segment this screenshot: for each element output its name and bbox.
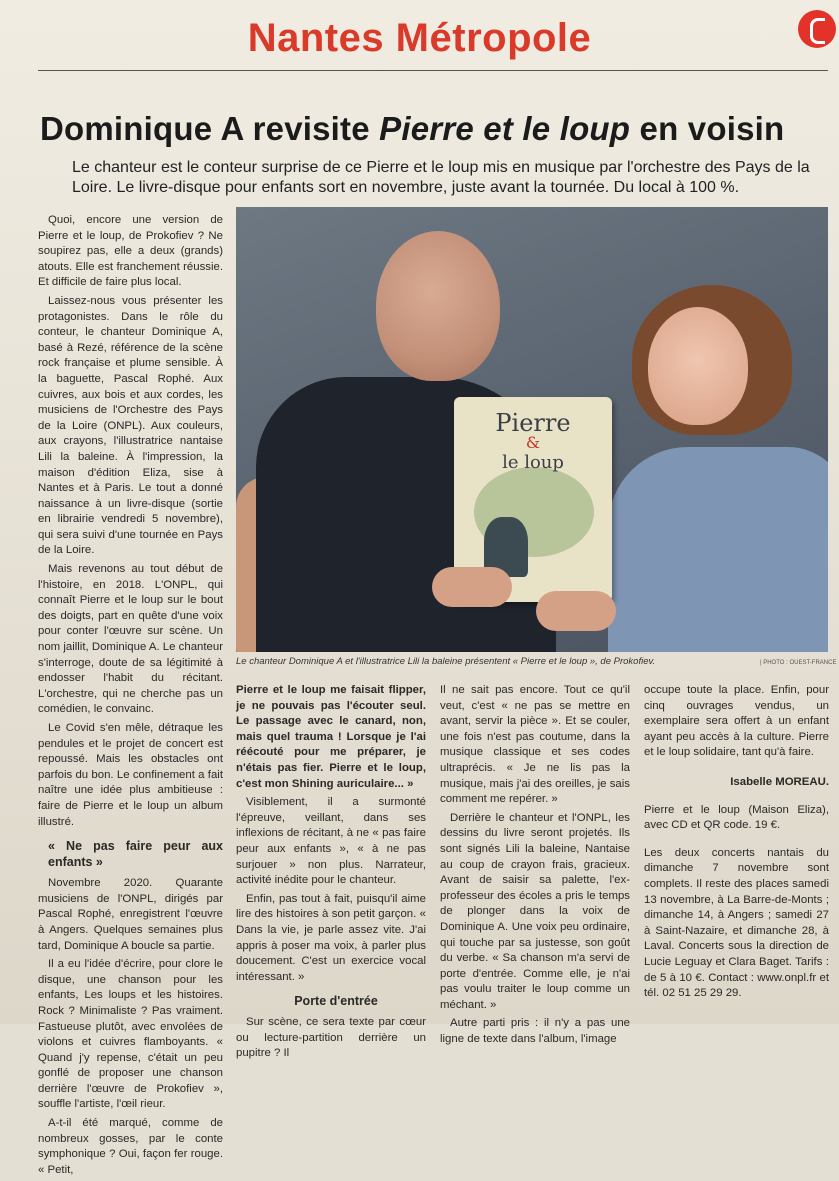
- headline-italic: Pierre et le loup: [379, 110, 631, 147]
- section-divider: [38, 70, 828, 71]
- column-3: [440, 683, 630, 1051]
- book-title-line-2: le loup: [502, 452, 564, 473]
- book-title: [454, 411, 612, 475]
- concert-info: Les deux concerts nantais du dimanche 7 novembre sont complets. Il reste des places samedi 13 novembre, à La Barre-de-Monts ; dimanche 14, à Angers ; samedi 27 à Saint-Nazaire, et dimanche 28, à Laval. Concerts sous la direction de Lucie Leguay et Clara Baget. Tarifs : de 5 à 10 €. Contact : www.onpl.fr et tél. 02 51 25 29 29.: [644, 846, 829, 1000]
- woman-body: [608, 447, 828, 652]
- subheading: Porte d'entrée: [294, 994, 378, 1009]
- hand: [432, 567, 512, 607]
- column-1: [38, 213, 223, 1181]
- paragraph: Le Covid s'en mêle, détraque les pendules et le projet de concert est repoussé. Mais les obstacles ont parfois du bon. Le confinement a fait naître une idée plus ambitieuse : faire de Pierre et le loup un album illustré.: [38, 722, 223, 828]
- author-signature: Isabelle MOREAU.: [730, 775, 829, 788]
- photo-caption: Le chanteur Dominique A et l'illustratrice Lili la baleine présentent « Pierre et le loup », de Prokofiev.: [236, 656, 656, 667]
- paragraph: Quoi, encore une version de Pierre et le loup, de Prokofiev ? Ne soupirez pas, elle a deux (grands) atouts. Elle est franchement réussie. Et difficile de faire plus local.: [38, 214, 223, 289]
- headline-part-1: Dominique A revisite: [40, 110, 380, 147]
- paragraph: Sur scène, ce sera texte par cœur ou lecture-partition derrière un pupitre ? Il: [236, 1016, 426, 1060]
- paragraph: A-t-il été marqué, comme de nombreux gosses, par le conte symphonique ? Oui, façon fer rouge. « Petit,: [38, 1117, 223, 1176]
- paragraph: Mais revenons au tout début de l'histoire, en 2018. L'ONPL, qui connaît Pierre et le loup sur le bout des doigts, part en quête d'une voix pour conter l'œuvre sur scène. Un nom jaillit, Dominique A. Le chanteur s'interroge, doute de sa légitimité à endosser l'habit du récitant. L'orchestre, qui ne cherche pas un comédien, le convainc.: [38, 563, 223, 716]
- paragraph: Laissez-nous vous présenter les protagonistes. Dans le rôle du conteur, le chanteur Dominique A, basé à Rezé, référence de la scène rock française et plume sensible. À la baguette, Pascal Rophé. Aux cuivres, aux bois et aux cordes, les musiciens de l'Orchestre des Pays de la Loire (ONPL). Aux couleurs, aux crayons, l'illustratrice nantaise Lili la baleine. À l'impression, la maison d'édition Eliza, sise à Nantes et à Paris. Le tout a donné naissance à un livre-disque (sortie en librairie vendredi 5 novembre), qui sera suivi d'une tournée en Pays de la Loire.: [38, 294, 223, 557]
- column-4: [644, 683, 829, 1005]
- section-title: Nantes Métropole: [247, 16, 592, 60]
- article-photo: [236, 207, 828, 652]
- article-headline: [40, 110, 830, 148]
- article-lead: Le chanteur est le conteur surprise de ce Pierre et le loup mis en musique par l'orchestre des Pays de la Loire. Le livre-disque pour enfants sort en novembre, juste avant la tournée. Du local à 100 %.: [72, 159, 810, 196]
- book-title-line-1: Pierre: [495, 409, 571, 437]
- photo-credit: | PHOTO : OUEST-FRANCE: [760, 660, 837, 666]
- paragraph: Autre parti pris : il n'y a pas une ligne de texte dans l'album, l'image: [440, 1017, 630, 1046]
- paragraph: Il ne sait pas encore. Tout ce qu'il veut, c'est « ne pas se mettre en avant, servir la pièce ». Et se couler, une fois n'est pas coutume, dans la musique classique et ses codes ultraprécis. « Je ne lis pas la musique, mais j'ai des oreilles, je sais comment me repérer. »: [440, 684, 630, 806]
- book-info: Pierre et le loup (Maison Eliza), avec CD et QR code. 19 €.: [644, 803, 829, 832]
- headline-part-2: en voisin: [630, 110, 785, 147]
- hand: [536, 591, 616, 631]
- paragraph: Enfin, pas tout à fait, puisqu'il aime lire des histoires à son petit garçon. « Dans la vie, je parle assez vite. J'ai appris à poser ma voix, à parler plus doucement. C'est un exercice vocal intéressant. »: [236, 892, 426, 983]
- woman-face: [648, 307, 748, 425]
- paragraph: Pierre et le loup me faisait flipper, je ne pouvais pas l'écouter seul. Le passage avec le canard, non, mais quel trauma ! Lorsque je l'ai réécouté pour me préparer, je n'étais pas fier. Pierre et le loup, c'est mon Shining auriculaire... »: [236, 684, 426, 790]
- column-2: [236, 683, 426, 1065]
- man-head: [376, 231, 500, 381]
- paragraph: Derrière le chanteur et l'ONPL, les dessins du livre seront projetés. Ils sont signés Lili la baleine, Nantaise au coup de crayon frais, gracieux. Avant de saisir sa palette, l'ex-professeur des écoles a pris le temps de plonger dans la voix de Dominique A. Une voix peu ordinaire, qui touche par sa justesse, son goût du verbe. « Sa chanson m'a servi de porte d'entrée. Comme elle, je n'ai pas voulu traiter le loup comme un méchant. »: [440, 811, 630, 1011]
- paragraph: Novembre 2020. Quarante musiciens de l'ONPL, dirigés par Pascal Rophé, enregistrent l'œuvre à Angers. Quelques semaines plus tard, Dominique A boucle sa partie.: [38, 877, 223, 952]
- subheading: « Ne pas faire peur aux enfants »: [48, 839, 223, 870]
- paragraph: Visiblement, il a surmonté l'épreuve, veillant, dans ses inflexions de récitant, à ne « pas faire peur aux enfants », « à ne pas surjouer » non plus. Narrateur, activité inédite pour le chanteur.: [236, 796, 426, 887]
- paragraph: occupe toute la place. Enfin, pour cinq ouvrages vendus, un exemplaire sera offert à un enfant ayant peu accès à la culture. Pierre et le loup solidaire, tant qu'à faire.: [644, 684, 829, 759]
- book-title-amp: &: [525, 433, 541, 452]
- paragraph: Il a eu l'idée d'écrire, pour clore le disque, une chanson pour les enfants, Les loups et les histoires. Rock ? Minimaliste ? Pas vraiment. Fastueuse plutôt, avec envolées de violons et cuivres flamboyants. « Quand j'y repense, c'était un peu gonflé de proposer une chanson derrière l'œuvre de Prokofiev », souffle l'artiste, l'œil rieur.: [38, 958, 223, 1111]
